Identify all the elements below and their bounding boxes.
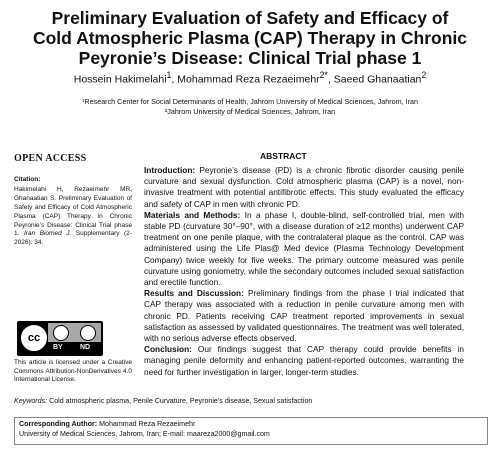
attribution-person-icon: [53, 325, 69, 341]
corresponding-author-box: [14, 417, 488, 445]
author-2-affiliation: 2*: [319, 70, 328, 80]
author-1: Hossein Hakimelahi: [73, 73, 167, 86]
paper-title: [20, 8, 480, 68]
citation-heading: Citation:: [14, 176, 41, 183]
corresponding-author-address[interactable]: University of Medical Sciences, Jahrom, Iran; E-mail: maareza2000@gmail.com: [19, 429, 270, 438]
abstract-introduction: [144, 165, 464, 210]
author-2: Mohammad Reza Rezaeimehr: [177, 73, 320, 86]
keywords-text: Cold atmospheric plasma, Penile Curvature, Peyronie’s disease, Sexual satisfaction: [47, 397, 313, 405]
license-text: This article is licensed under a Creative Commons Attribution-NonDerivatives 4.0 International License.: [14, 359, 132, 384]
author-3: Saeed Ghanaatian: [333, 73, 422, 86]
introduction-text: Peyronie’s disease (PD) is a chronic fibrotic disorder causing penile curvature and sexual dysfunction. Cold atmospheric plasma (CAP) is a novel, non-invasive treatment with potential antifibrotic effects. This study evaluated the efficacy and safety of CAP in men with chronic PD.: [144, 165, 464, 209]
conclusion-label: Conclusion:: [144, 344, 192, 355]
author-3-affiliation: 2: [421, 70, 427, 80]
introduction-label: Introduction:: [144, 165, 196, 175]
title-line-3: Peyronie’s Disease: Clinical Trial phase 1: [78, 48, 422, 68]
title-line-2: Cold Atmospheric Plasma (CAP) Therapy in Chronic: [32, 28, 467, 48]
title-line-1: Preliminary Evaluation of Safety and Efficacy of: [51, 8, 449, 28]
cc-nd-label: ND: [80, 344, 91, 351]
citation-text: Hakimelahi H, Rezaeimehr MR, Ghanaatian S. Preliminary Evaluation of Safety and Efficacy of Cold Atmospheric Plasma (CAP) Therapy in Chronic Peyronie’s Disease: Clinical Trial phase 1.: [14, 185, 132, 238]
cc-by-label: BY: [53, 344, 63, 351]
methods-text: In a phase I, double-blind, self-controlled trial, men with stable PD (curvature 30°–90°, with a disease duration of ≥12 months) underwent CAP treatment on one penile plaque, with the contralateral plaque as the control. CAP was administered using the Life Plas@ Med device (Plasma Technology Development Company) twice weekly for five weeks. The primary outcome measured was penile curvature using goniometry, while the secondary outcomes included sexual satisfaction and erectile function.: [144, 209, 464, 288]
results-text: Preliminary findings from the phase I trial indicated that CAP therapy was associated with a reduction in penile curvature among men with chronic PD. Patients receiving CAP treatment reported improvements in sexual satisfaction as assessed by validated questionnaires. The treatment was well tolerated, with no serious adverse effects observed.: [144, 288, 465, 344]
citation-block: [14, 176, 132, 248]
keywords: [14, 397, 484, 405]
corresponding-author-name: Mohammad Reza Rezaeimehr: [97, 420, 196, 428]
no-derivatives-icon: [80, 325, 96, 341]
conclusion-text: Our findings suggest that CAP therapy could provide benefits in managing penile deformity and enhancing patient-reported outcomes, warranting the need for further investigation in larger, longer-term studies.: [144, 344, 464, 377]
affiliation-2: ²Jahrom University of Medical Sciences, Jahrom, Iran: [164, 107, 336, 116]
abstract-body: [144, 165, 464, 378]
open-access-label: OPEN ACCESS: [14, 153, 87, 164]
abstract-heading: ABSTRACT: [260, 151, 307, 161]
corresponding-author-label: Corresponding Author:: [19, 420, 98, 428]
creative-commons-badge[interactable]: [17, 321, 103, 356]
citation-supplement: Supplementary (2-2026): 34.: [14, 230, 132, 247]
methods-label: Materials and Methods:: [144, 209, 241, 220]
results-label: Results and Discussion:: [144, 288, 244, 299]
keywords-label: Keywords:: [14, 397, 48, 405]
author-separator: ,: [327, 73, 334, 86]
author-separator: ,: [171, 73, 178, 86]
cc-icon: cc: [20, 324, 48, 352]
abstract-methods: [144, 210, 464, 288]
affiliation-1: ¹Research Center for Social Determinants of Health, Jahrom University of Medical Sciences, Jahrom, Iran: [82, 97, 418, 106]
abstract-results: [144, 288, 464, 344]
author-1-affiliation: 1: [166, 70, 172, 80]
author-list: [10, 70, 490, 86]
citation-journal: Iran Biomed J.: [23, 230, 72, 238]
abstract-conclusion: [144, 344, 464, 378]
